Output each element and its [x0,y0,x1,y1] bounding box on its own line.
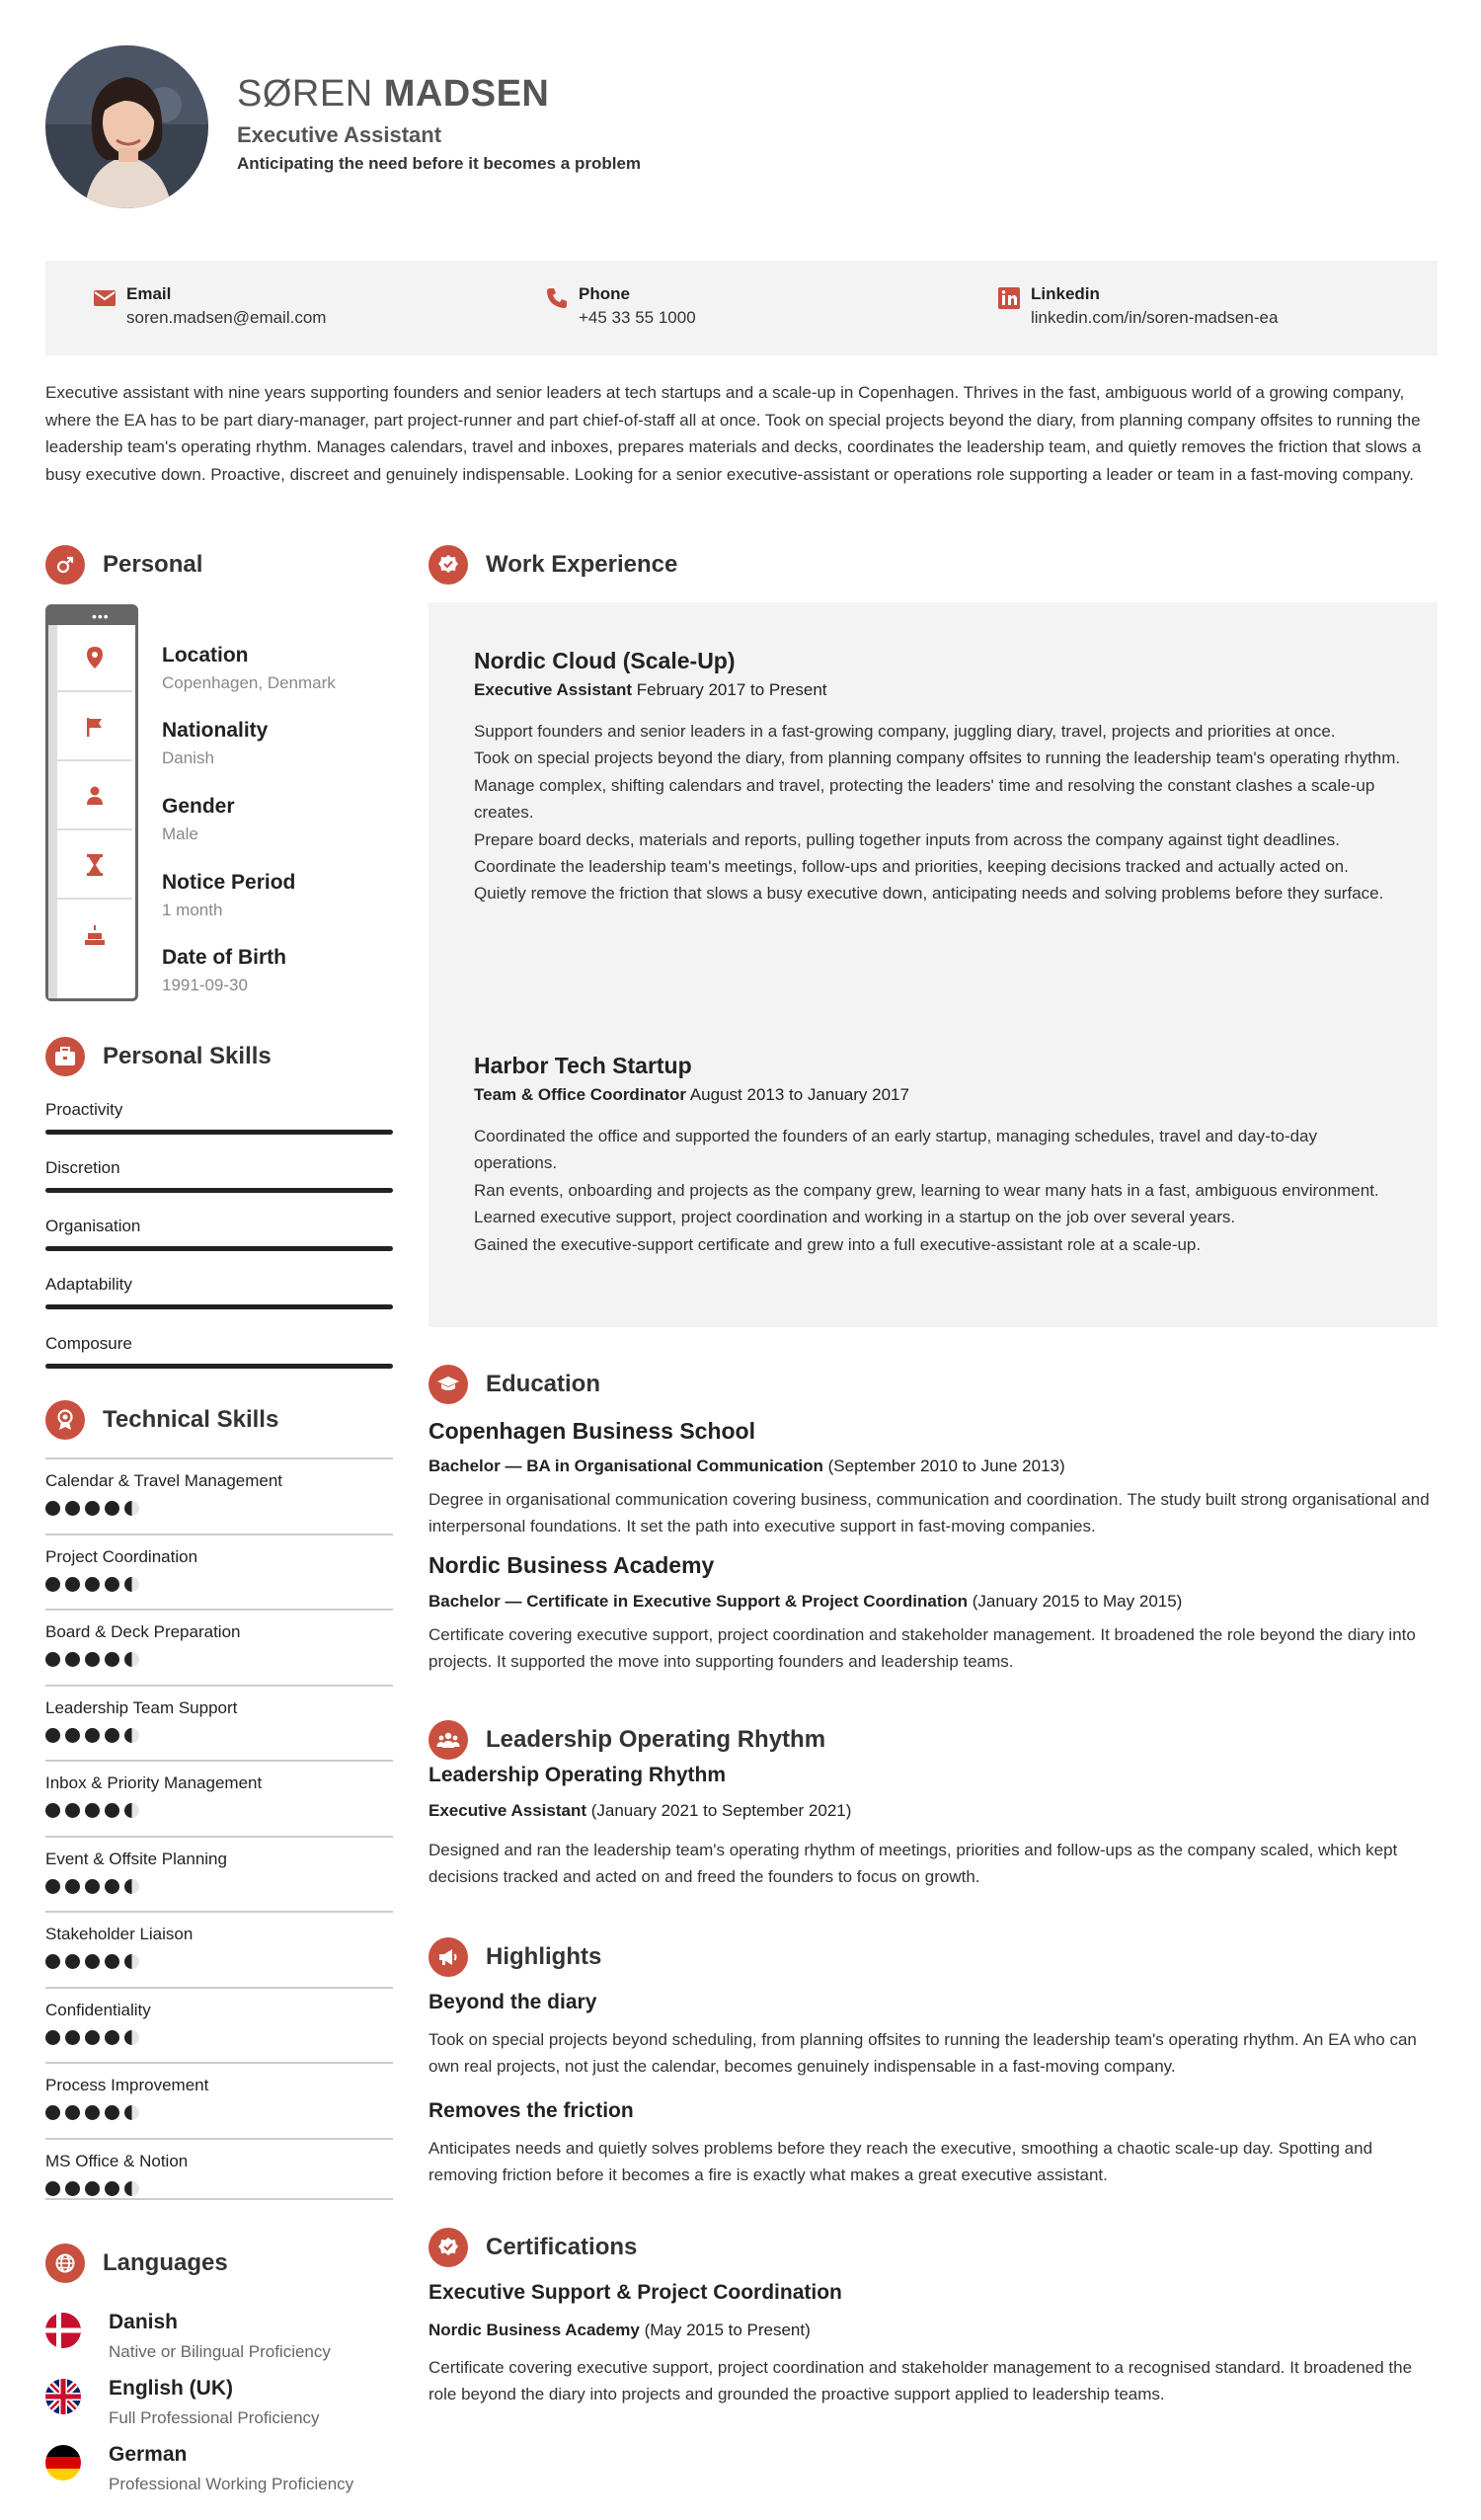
skill-bar [45,1130,393,1135]
rating-dot [45,2105,60,2120]
rating-dot [85,2030,100,2045]
cake-icon [84,924,106,946]
rating-dot [105,2105,119,2120]
rating-dot [45,1954,60,1969]
job-entry [474,1053,1402,1258]
personal-skill: Adaptability [45,1275,393,1309]
first-name: SØREN [237,73,373,115]
personal-skills-heading [45,1037,272,1076]
flag-icon [85,716,105,738]
technical-skill [45,1609,393,1667]
skill-divider [45,1457,393,1459]
email-label: Email [126,284,172,303]
uk-flag-icon [45,2379,81,2414]
languages-title: Languages [103,2249,228,2276]
job-role-period: Team & Office Coordinator August 2013 to January 2017 [474,1085,909,1104]
rating-dot [124,1728,139,1743]
certifications-heading [429,2228,637,2267]
person-icon [85,785,105,807]
education-description: Certificate covering executive support, project coordination and stakeholder management. It broadened the role beyond the diary into projects. It supported the move into supporting founders and leadership teams. [429,1625,1416,1672]
personal-item-location: Location Copenhagen, Denmark [162,644,336,692]
job-bullets: Coordinated the office and supported the founders of an early startup, managing schedules, travel and day-to-day operations. Ran events, onboarding and projects as the company grew, learning to wear many hats in a fast, ambiguous environment. Learned executive support, project coordination and working in a startup on the job over several years. Gained the executive-support certificate and grew into a full executive-assistant role at a scale-up. [474,1127,1379,1254]
contact-bar [45,261,1438,355]
rating-dot [105,1501,119,1516]
technical-skill [45,1911,393,1969]
leadership-role-period: Executive Assistant (January 2021 to September 2021) [429,1801,852,1820]
rating-dot [124,2181,139,2196]
notice-period-cell [57,832,132,900]
resume-header [45,45,1438,208]
skill-rating [45,2181,393,2196]
skill-divider [45,1987,393,1989]
badge-check-icon [429,545,468,585]
languages-heading [45,2244,228,2283]
technical-skill [45,1836,393,1894]
rating-dot [124,2030,139,2045]
rating-dot [85,1652,100,1667]
skill-divider [45,2198,393,2200]
briefcase-icon [45,1037,85,1076]
nationality-cell [57,694,132,761]
leadership-title: Leadership Operating Rhythm [486,1726,826,1753]
rating-dot [85,1728,100,1743]
rating-dot [65,1954,80,1969]
rating-dot [45,1652,60,1667]
rating-dot [65,2181,80,2196]
education-description: Degree in organisational communication covering business, communication and coordination. The study built strong organisational and interpersonal foundations. It set the path into executive support in fast-moving companies. [429,1490,1430,1536]
job-title: Executive Assistant [237,122,442,147]
personal-info-panel [45,604,138,1001]
leadership-description: Designed and ran the leadership team's operating rhythm of meetings, priorities and follow-ups as the company scaled, which kept decisions tracked and acted on and freed the founders to focus on growth. [429,1841,1398,1887]
technical-skill-name: Process Improvement [45,2076,209,2094]
skill-divider [45,1911,393,1913]
skill-divider [45,1760,393,1762]
window-dots-icon: ••• [92,608,110,624]
denmark-flag-icon [45,2313,81,2348]
skill-bar [45,1304,393,1309]
rating-dot [105,1652,119,1667]
rating-dot [124,1501,139,1516]
gender-cell [57,763,132,830]
rating-dot [105,1803,119,1818]
certificate-check-icon [429,2228,468,2267]
technical-skill [45,1987,393,2045]
technical-skill-name: Inbox & Priority Management [45,1773,263,1792]
location-pin-icon [85,646,105,669]
phone-value[interactable]: +45 33 55 1000 [579,308,696,327]
rating-dot [85,1803,100,1818]
rating-dot [124,1577,139,1592]
technical-skill [45,2138,393,2196]
skill-divider [45,1836,393,1838]
skill-divider [45,2138,393,2140]
email-icon [93,286,117,310]
rating-dot [105,2181,119,2196]
phone-icon [545,286,569,310]
technical-skills-heading [45,1400,278,1440]
skill-rating [45,1501,393,1516]
education-school: Nordic Business Academy [429,1552,715,1578]
skill-rating [45,2105,393,2120]
skill-rating [45,1728,393,1743]
rating-dot [65,1652,80,1667]
technical-skill-name: Project Coordination [45,1546,198,1566]
job-company: Nordic Cloud (Scale-Up) [474,648,736,673]
rating-dot [124,1652,139,1667]
rating-dot [85,1954,100,1969]
job-company: Harbor Tech Startup [474,1053,692,1078]
personal-title: Personal [103,551,203,578]
skill-rating [45,1577,393,1592]
rating-dot [85,1501,100,1516]
technical-skill [45,1457,393,1516]
rating-dot [65,1879,80,1894]
education-title: Education [486,1371,601,1397]
rating-dot [124,1803,139,1818]
personal-item-gender: Gender Male [162,795,235,843]
linkedin-label: Linkedin [1031,284,1100,303]
email-value[interactable]: soren.madsen@email.com [126,308,327,327]
skill-rating [45,1954,393,1969]
personal-item-date-of-birth: Date of Birth 1991-09-30 [162,946,286,994]
last-name: MADSEN [383,73,550,115]
rating-dot [105,1954,119,1969]
rating-dot [65,1501,80,1516]
rating-dot [65,1577,80,1592]
personal-skills-title: Personal Skills [103,1043,272,1069]
skill-rating [45,1652,393,1667]
birthday-cell [57,902,132,969]
rating-dot [85,1879,100,1894]
rating-dot [85,2105,100,2120]
personal-skill: Composure [45,1334,393,1369]
leadership-heading [429,1720,825,1760]
skill-bar [45,1188,393,1193]
technical-skill-name: Calendar & Travel Management [45,1471,283,1490]
rating-dot [45,1879,60,1894]
graduation-cap-icon [429,1365,468,1404]
phone-label: Phone [579,284,630,303]
gender-icon [45,545,85,585]
work-experience-heading [429,545,677,585]
technical-skill-name: Board & Deck Preparation [45,1622,241,1641]
hourglass-icon [85,853,105,877]
highlights-heading [429,1937,601,1977]
rating-dot [105,1577,119,1592]
rating-dot [124,1954,139,1969]
technical-skill-name: MS Office & Notion [45,2151,189,2170]
skill-divider [45,1534,393,1536]
leadership-item-title: Leadership Operating Rhythm [429,1764,727,1786]
rating-dot [105,1879,119,1894]
job-role-period: Executive Assistant February 2017 to Present [474,680,827,699]
personal-skill: Organisation [45,1217,393,1251]
location-cell [57,625,132,692]
certification-title: Executive Support & Project Coordination [429,2281,842,2304]
skill-divider [45,1685,393,1687]
rating-dot [124,2105,139,2120]
linkedin-icon [997,286,1021,310]
highlight-description: Took on special projects beyond scheduling, from planning offsites to running the leadership team's operating rhythm. An EA who can own real projects, not just the calendar, becomes genuinely indispensable in a fast-moving company. [429,2030,1417,2077]
technical-skill-name: Leadership Team Support [45,1697,238,1717]
skill-divider [45,1609,393,1611]
technical-skill [45,1760,393,1818]
rating-dot [45,1803,60,1818]
skill-rating [45,1803,393,1818]
certifications-title: Certifications [486,2234,638,2260]
rating-dot [85,2181,100,2196]
education-heading [429,1365,600,1404]
highlights-title: Highlights [486,1943,602,1970]
skill-divider [45,2062,393,2064]
education-school: Copenhagen Business School [429,1418,755,1444]
technical-skill-name: Event & Offsite Planning [45,1849,227,1868]
education-degree: Bachelor — Certificate in Executive Support & Project Coordination (January 2015 to May 2015) [429,1592,1183,1611]
personal-item-notice-period: Notice Period 1 month [162,871,296,919]
candidate-name [237,73,549,116]
globe-icon [45,2244,85,2283]
education-degree: Bachelor — BA in Organisational Communication (September 2010 to June 2013) [429,1457,1065,1475]
job-bullets: Support founders and senior leaders in a fast-growing company, juggling diary, travel, projects and priorities at once. Took on special projects beyond the diary, from planning company offsites to running the leadership team's operating rhythm. Manage complex, shifting calendars and travel, protecting the leaders' time and resolving the constant clashes a scale-up creates. Prepare board decks, materials and reports, pulling together inputs from across the company against tight deadlines. Coordinate the leadership team's meetings, follow-ups and priorities, keeping decisions tracked and actually acted on. Quietly remove the friction that slows a busy executive down, anticipating needs and solving problems before they surface. [474,722,1401,904]
technical-skill [45,1685,393,1743]
rating-dot [45,1501,60,1516]
germany-flag-icon [45,2445,81,2481]
tagline: Anticipating the need before it becomes a problem [237,154,642,173]
rating-dot [65,2030,80,2045]
technical-skill [45,1534,393,1592]
certification-issuer-period: Nordic Business Academy (May 2015 to Present) [429,2321,811,2339]
personal-skill: Proactivity [45,1100,393,1135]
technical-skill-name: Stakeholder Liaison [45,1925,194,1943]
rating-dot [45,1728,60,1743]
profile-summary: Executive assistant with nine years supporting founders and senior leaders at tech startups and a scale-up in Copenhagen. Thrives in the fast, ambiguous world of a growing company, where the EA has to be part diary-manager, part project-runner and part chief-of-staff all at once. Took on special projects beyond the diary, from planning company offsites to running the leadership team's operating rhythm. Manages calendars, travel and inboxes, prepares materials and decks, coordinates the leadership team, and quietly removes the friction that slows a busy executive down. Proactive, discreet and genuinely indispensable. Looking for a senior executive-assistant or operations role supporting a leader or team in a fast-moving company. [45,383,1422,484]
award-icon [45,1400,85,1440]
work-experience-title: Work Experience [486,551,678,578]
rating-dot [65,1803,80,1818]
linkedin-value[interactable]: linkedin.com/in/soren-madsen-ea [1031,308,1279,327]
personal-skill: Discretion [45,1158,393,1193]
personal-item-nationality: Nationality Danish [162,719,269,767]
skill-rating [45,2030,393,2045]
rating-dot [105,2030,119,2045]
highlight-title: Removes the friction [429,2099,634,2122]
rating-dot [105,1728,119,1743]
profile-photo [45,45,208,208]
skill-rating [45,1879,393,1894]
rating-dot [65,1728,80,1743]
rating-dot [124,1879,139,1894]
rating-dot [85,1577,100,1592]
technical-skill [45,2062,393,2120]
megaphone-icon [429,1937,468,1977]
team-icon [429,1720,468,1760]
rating-dot [65,2105,80,2120]
technical-skill-name: Confidentiality [45,2000,151,2019]
highlight-title: Beyond the diary [429,1991,597,2013]
certification-description: Certificate covering executive support, project coordination and stakeholder management to a recognised standard. It broadened the role beyond the diary into projects and grounded the proactive support applied to leadership teams. [429,2358,1413,2404]
rating-dot [45,1577,60,1592]
job-entry [474,648,1402,907]
technical-skills-title: Technical Skills [103,1406,279,1433]
skill-bar [45,1246,393,1251]
rating-dot [45,2030,60,2045]
skill-bar [45,1364,393,1369]
rating-dot [45,2181,60,2196]
personal-heading [45,545,202,585]
highlight-description: Anticipates needs and quietly solves problems before they reach the executive, smoothing a chaotic scale-up day. Spotting and removing friction before it becomes a fire is exactly what makes a great executive assistant. [429,2139,1373,2185]
